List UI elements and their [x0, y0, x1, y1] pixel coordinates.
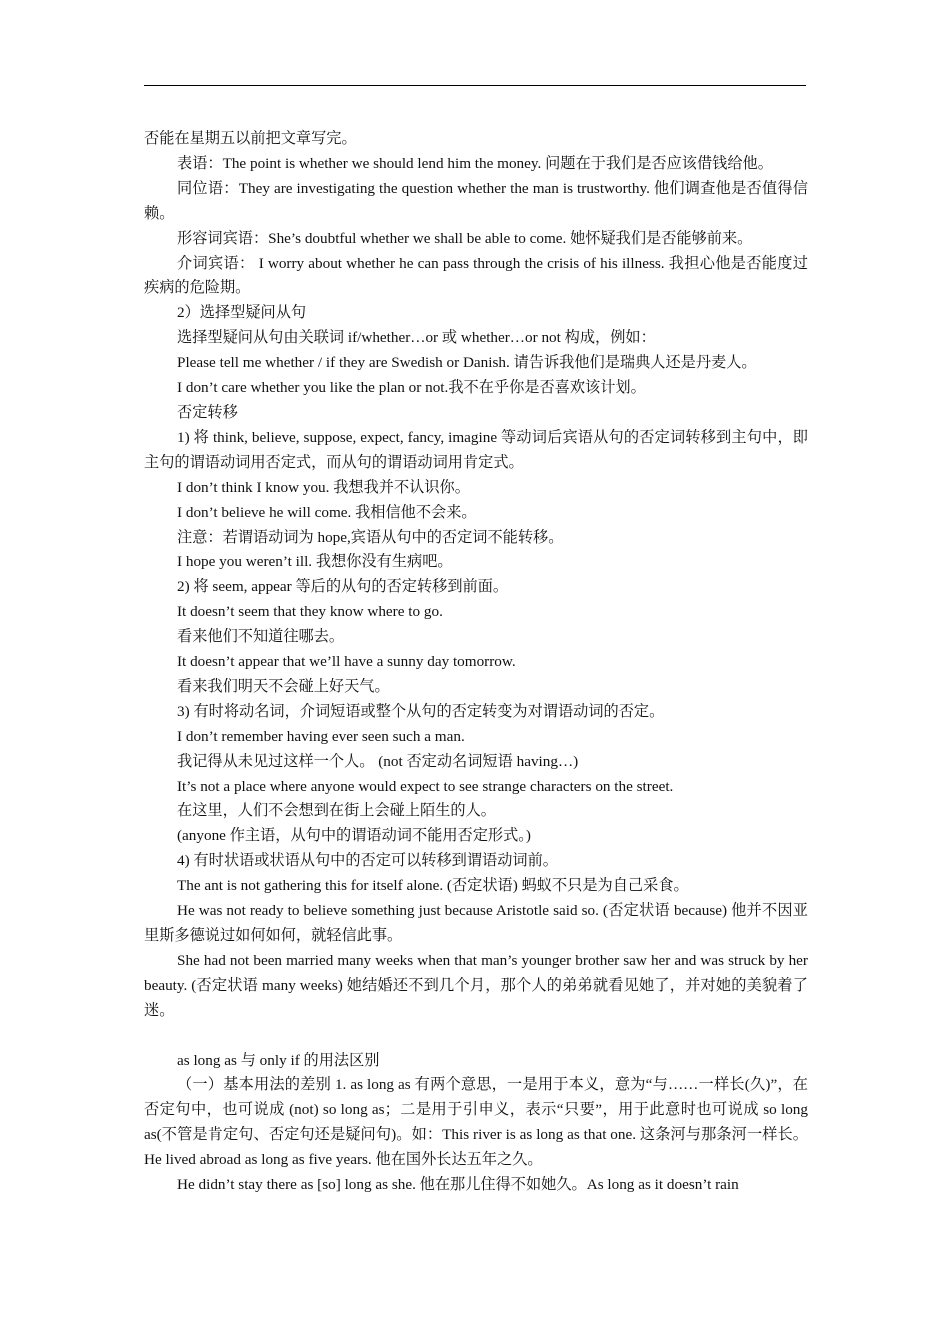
note-line: (anyone 作主语，从句中的谓语动词不能用否定形式。) — [177, 827, 531, 845]
paragraph: 表语：The point is whether we should lend him the money. 问题在于我们是否应该借钱给他。 — [177, 154, 773, 172]
blank-line — [144, 1024, 808, 1049]
example-line: Please tell me whether / if they are Swedish or Danish. 请告诉我他们是瑞典人还是丹麦人。 — [177, 354, 757, 372]
example-line: It doesn’t appear that we’ll have a sunny day tomorrow. — [177, 653, 516, 671]
paragraph: （一）基本用法的差别 1. as long as 有两个意思，一是用于本义，意为“与……一样长(久)”，在否定句中，也可说成 (not) so long as；二是用于引申义，表示“只要”，用于此意时也可说成 so long as(不管是肯定句、否定句还是疑问句)。如：This river is as long as that one. 这条河与那条河一样长。He lived abroad as long as five years. 他在国外长达五年之久。 — [144, 1076, 808, 1169]
example-line: 看来他们不知道往哪去。 — [177, 628, 345, 646]
example-line: 我记得从未见过这样一个人。 (not 否定动名词短语 having…) — [177, 752, 579, 770]
example-line: I don’t believe he will come. 我相信他不会来。 — [177, 503, 477, 521]
example-line: The ant is not gathering this for itself alone. (否定状语) 蚂蚁不只是为自己采食。 — [177, 877, 689, 895]
example-line: It doesn’t seem that they know where to go. — [177, 603, 443, 621]
paragraph: 2) 将 seem, appear 等后的从句的否定转移到前面。 — [177, 578, 509, 596]
example-line: I hope you weren’t ill. 我想你没有生病吧。 — [177, 553, 453, 571]
example-line: I don’t remember having ever seen such a man. — [177, 727, 465, 745]
paragraph: 4) 有时状语或状语从句中的否定可以转移到谓语动词前。 — [177, 852, 558, 870]
paragraph: He didn’t stay there as [so] long as she. 他在那儿住得不如她久。As long as it doesn’t rain — [177, 1176, 739, 1194]
paragraph: 否能在星期五以前把文章写完。 — [144, 130, 357, 147]
paragraph: 1) 将 think, believe, suppose, expect, fancy, imagine 等动词后宾语从句的否定词转移到主句中，即主句的谓语动词用否定式，而从句的谓语动词用肯定式。 — [144, 428, 808, 471]
note-line: 注意：若谓语动词为 hope,宾语从句中的否定词不能转移。 — [177, 528, 564, 546]
example-line: I don’t care whether you like the plan or not.我不在乎你是否喜欢该计划。 — [177, 379, 646, 397]
paragraph: 选择型疑问从句由关联词 if/whether…or 或 whether…or not 构成，例如： — [177, 329, 656, 347]
example-line: It’s not a place where anyone would expect to see strange characters on the street. — [177, 777, 674, 795]
paragraph: 同位语：They are investigating the question whether the man is trustworthy. 他们调查他是否值得信赖。 — [144, 179, 808, 222]
example-line: 看来我们明天不会碰上好天气。 — [177, 677, 390, 695]
example-line: She had not been married many weeks when that man’s younger brother saw her and was struck by her beauty. (否定状语 many weeks) 她结婚还不到几个月，那个人的弟弟就看见她了，并对她的美貌着了迷。 — [144, 951, 808, 1019]
example-line: 在这里，人们不会想到在街上会碰上陌生的人。 — [177, 802, 496, 820]
section-heading: as long as 与 only if 的用法区别 — [177, 1051, 380, 1069]
example-line: He was not ready to believe something just because Aristotle said so. (否定状语 because) 他并不因亚里斯多德说过如何如何，就轻信此事。 — [144, 902, 808, 944]
header-rule — [144, 85, 806, 86]
paragraph: 形容词宾语：She’s doubtful whether we shall be able to come. 她怀疑我们是否能够前来。 — [177, 229, 753, 247]
section-heading: 2）选择型疑问从句 — [177, 304, 307, 322]
paragraph: 3) 有时将动名词，介词短语或整个从句的否定转变为对谓语动词的否定。 — [177, 702, 665, 720]
paragraph: 介词宾语： I worry about whether he can pass through the crisis of his illness. 我担心他是否能度过疾病的危险期。 — [144, 254, 808, 297]
document-body — [144, 127, 808, 1198]
section-heading: 否定转移 — [177, 403, 238, 421]
example-line: I don’t think I know you. 我想我并不认识你。 — [177, 478, 470, 496]
